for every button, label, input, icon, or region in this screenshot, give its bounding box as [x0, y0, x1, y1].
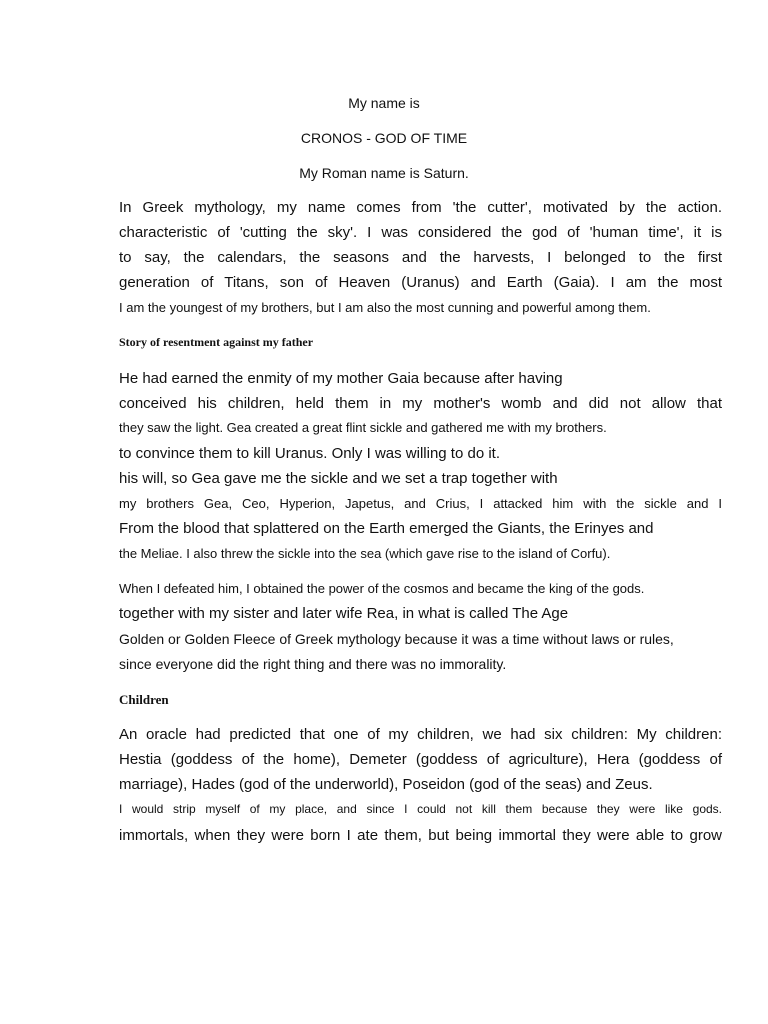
section3-line-4: I would strip myself of my place, and since I could not kill them because they were like gods.	[119, 802, 722, 816]
section1-line-1: He had earned the enmity of my mother Gaia because after having	[119, 370, 563, 387]
intro-line-1: In Greek mythology, my name comes from 'the cutter', motivated by the action.	[119, 199, 722, 216]
section1-line-7: From the blood that splattered on the Earth emerged the Giants, the Erinyes and	[119, 520, 654, 537]
intro-line-2: characteristic of 'cutting the sky'. I was considered the god of 'human time', it is	[119, 224, 722, 241]
section1-line-5: his will, so Gea gave me the sickle and we set a trap together with	[119, 470, 558, 487]
title-line-3: My Roman name is Saturn.	[299, 165, 469, 181]
section2-line-4: since everyone did the right thing and there was no immorality.	[119, 656, 507, 672]
section3-line-1: An oracle had predicted that one of my children, we had six children: My children:	[119, 726, 722, 743]
section1-line-8: the Meliae. I also threw the sickle into the sea (which gave rise to the island of Corfu).	[119, 546, 611, 561]
section3-line-2: Hestia (goddess of the home), Demeter (goddess of agriculture), Hera (goddess of	[119, 751, 722, 768]
intro-line-5: I am the youngest of my brothers, but I am also the most cunning and powerful among them.	[119, 300, 651, 315]
section3-line-3: marriage), Hades (god of the underworld), Poseidon (god of the seas) and Zeus.	[119, 776, 653, 793]
intro-line-4: generation of Titans, son of Heaven (Uranus) and Earth (Gaia). I am the most	[119, 274, 722, 291]
section1-line-4: to convince them to kill Uranus. Only I was willing to do it.	[119, 445, 500, 462]
section1-line-2: conceived his children, held them in my mother's womb and did not allow that	[119, 395, 722, 412]
section2-line-1: When I defeated him, I obtained the power of the cosmos and became the king of the gods.	[119, 581, 645, 596]
title-line-1: My name is	[348, 95, 420, 111]
title-line-2: CRONOS - GOD OF TIME	[300, 130, 468, 146]
section1-line-6: my brothers Gea, Ceo, Hyperion, Japetus, and Crius, I attacked him with the sickle and I	[119, 496, 722, 511]
section1-line-3: they saw the light. Gea created a great flint sickle and gathered me with my brothers.	[119, 420, 607, 435]
section3-line-5: immortals, when they were born I ate them, but being immortal they were able to grow	[119, 827, 722, 844]
section2-line-3: Golden or Golden Fleece of Greek mythology because it was a time without laws or rules,	[119, 631, 674, 647]
intro-line-3: to say, the calendars, the seasons and the harvests, I belonged to the first	[119, 249, 722, 266]
section2-line-2: together with my sister and later wife Rea, in what is called The Age	[119, 605, 569, 622]
section-heading-children: Children	[119, 692, 169, 707]
section-heading-resentment: Story of resentment against my father	[119, 335, 314, 349]
